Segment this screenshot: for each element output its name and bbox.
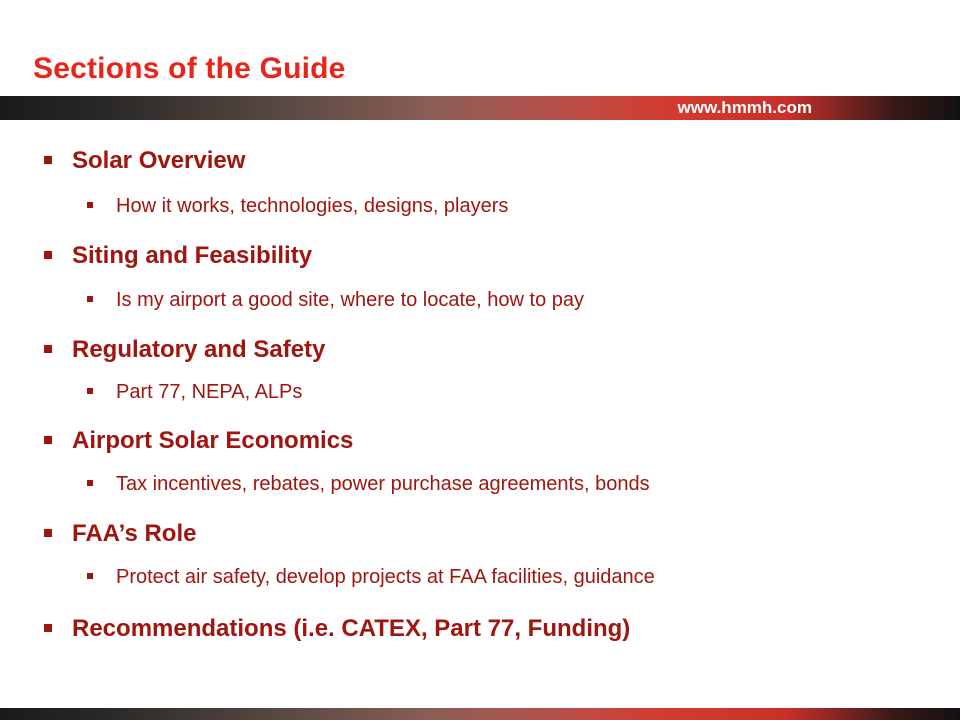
section-heading: Airport Solar Economics	[44, 427, 353, 455]
square-bullet-icon	[87, 573, 93, 579]
section-detail: Tax incentives, rebates, power purchase agreements, bonds	[87, 472, 650, 496]
square-bullet-icon	[44, 529, 52, 537]
square-bullet-icon	[87, 202, 93, 208]
section-heading: FAA’s Role	[44, 520, 196, 548]
section-heading: Regulatory and Safety	[44, 336, 325, 364]
section-detail: How it works, technologies, designs, players	[87, 194, 508, 218]
section-detail: Part 77, NEPA, ALPs	[87, 380, 302, 404]
square-bullet-icon	[87, 480, 93, 486]
section-heading: Siting and Feasibility	[44, 242, 312, 270]
slide-title: Sections of the Guide	[33, 52, 346, 85]
website-url: www.hmmh.com	[677, 98, 812, 117]
header-bar	[0, 96, 960, 120]
square-bullet-icon	[44, 624, 52, 632]
section-detail: Protect air safety, develop projects at FAA facilities, guidance	[87, 565, 655, 589]
square-bullet-icon	[44, 251, 52, 259]
section-heading: Solar Overview	[44, 147, 245, 175]
square-bullet-icon	[87, 296, 93, 302]
footer-bar	[0, 708, 960, 720]
square-bullet-icon	[44, 345, 52, 353]
square-bullet-icon	[44, 436, 52, 444]
section-heading: Recommendations (i.e. CATEX, Part 77, Funding)	[44, 615, 630, 643]
square-bullet-icon	[87, 388, 93, 394]
section-detail: Is my airport a good site, where to locate, how to pay	[87, 288, 584, 312]
square-bullet-icon	[44, 156, 52, 164]
